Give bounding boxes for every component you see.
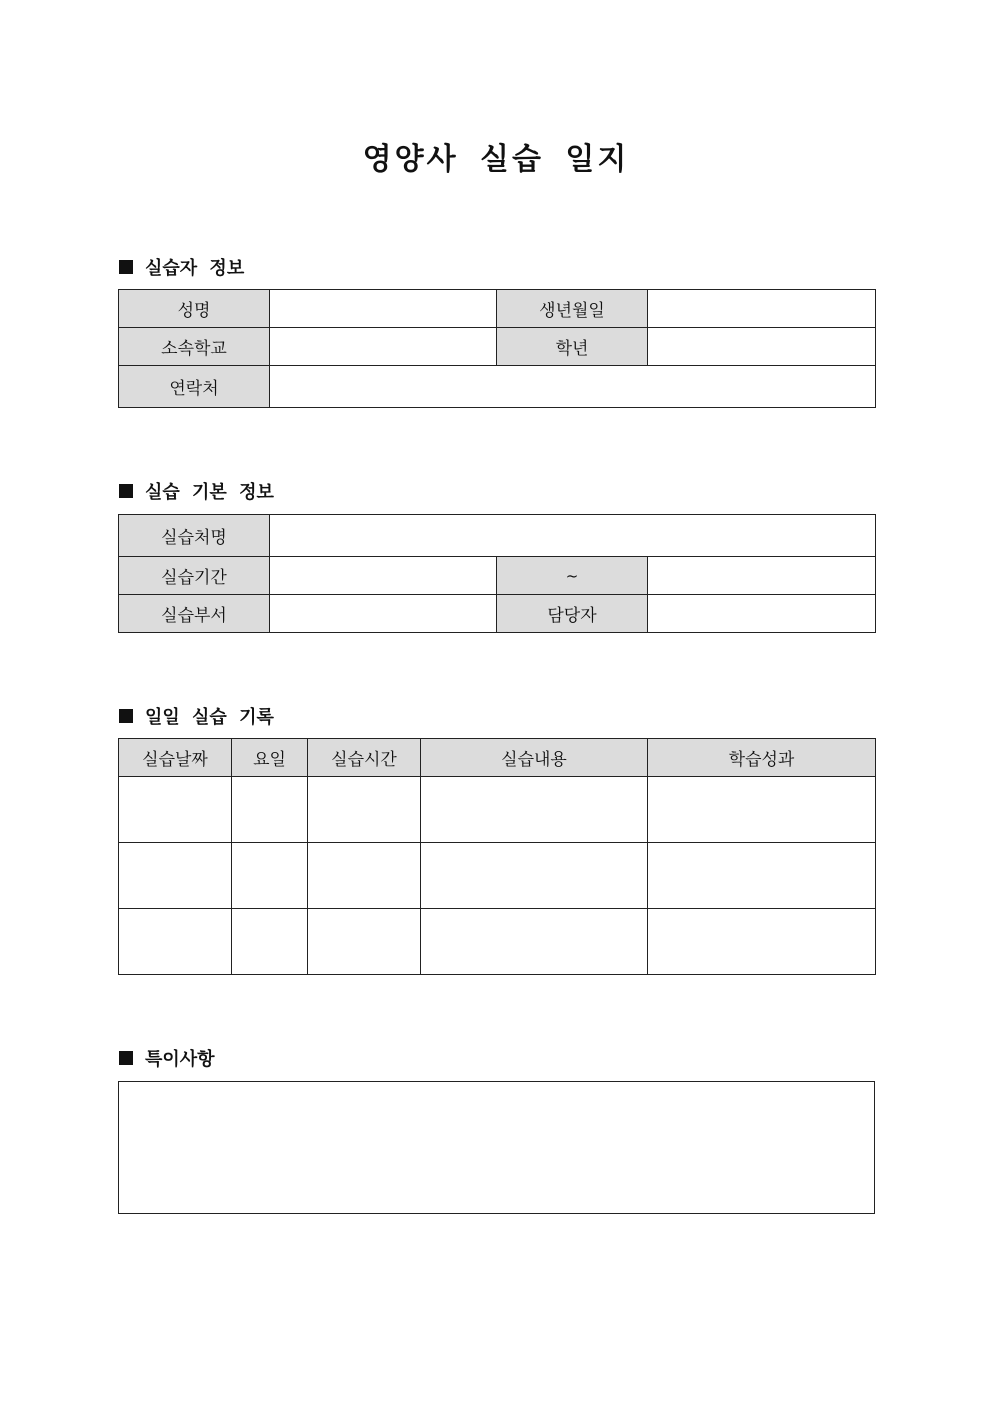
basic-info-table [118, 514, 876, 633]
name-label: 성명 [119, 290, 270, 328]
table-row [119, 557, 876, 595]
section-heading-trainee-info [119, 254, 244, 280]
column-header-weekday: 요일 [232, 739, 308, 777]
site-label: 실습처명 [119, 515, 270, 557]
section-heading-basic-info [119, 478, 274, 504]
section-title: 특이사항 [145, 1049, 215, 1070]
time-cell[interactable] [308, 843, 421, 909]
table-row [119, 515, 876, 557]
period-separator: ~ [497, 557, 648, 595]
date-cell[interactable] [119, 843, 232, 909]
section-title: 실습자 정보 [145, 258, 245, 279]
period-end-field[interactable] [648, 557, 876, 595]
period-start-field[interactable] [270, 557, 497, 595]
supervisor-field[interactable] [648, 595, 876, 633]
table-row [119, 595, 876, 633]
section-heading-daily-record [119, 703, 274, 729]
column-header-time: 실습시간 [308, 739, 421, 777]
supervisor-label: 담당자 [497, 595, 648, 633]
square-bullet-icon [119, 260, 133, 274]
outcome-cell[interactable] [648, 909, 876, 975]
square-bullet-icon [119, 1051, 133, 1065]
table-row [119, 366, 876, 408]
column-header-outcome: 학습성과 [648, 739, 876, 777]
school-field[interactable] [270, 328, 497, 366]
name-field[interactable] [270, 290, 497, 328]
birthdate-label: 생년월일 [497, 290, 648, 328]
period-label: 실습기간 [119, 557, 270, 595]
date-cell[interactable] [119, 777, 232, 843]
department-label: 실습부서 [119, 595, 270, 633]
contact-field[interactable] [270, 366, 876, 408]
content-cell[interactable] [421, 777, 648, 843]
section-title: 일일 실습 기록 [145, 707, 274, 728]
weekday-cell[interactable] [232, 843, 308, 909]
table-row [119, 909, 876, 975]
birthdate-field[interactable] [648, 290, 876, 328]
trainee-info-table [118, 289, 876, 408]
section-heading-notes [119, 1045, 215, 1071]
department-field[interactable] [270, 595, 497, 633]
outcome-cell[interactable] [648, 777, 876, 843]
square-bullet-icon [119, 484, 133, 498]
notes-field[interactable] [118, 1081, 875, 1214]
section-title: 실습 기본 정보 [145, 482, 274, 503]
contact-label: 연락처 [119, 366, 270, 408]
daily-record-table [118, 738, 876, 975]
table-row [119, 843, 876, 909]
outcome-cell[interactable] [648, 843, 876, 909]
date-cell[interactable] [119, 909, 232, 975]
column-header-content: 실습내용 [421, 739, 648, 777]
table-header-row [119, 739, 876, 777]
column-header-date: 실습날짜 [119, 739, 232, 777]
grade-label: 학년 [497, 328, 648, 366]
square-bullet-icon [119, 709, 133, 723]
grade-field[interactable] [648, 328, 876, 366]
weekday-cell[interactable] [232, 777, 308, 843]
page-title: 영양사 실습 일지 [362, 142, 630, 177]
site-field[interactable] [270, 515, 876, 557]
table-row [119, 328, 876, 366]
content-cell[interactable] [421, 909, 648, 975]
table-row [119, 290, 876, 328]
table-row [119, 777, 876, 843]
weekday-cell[interactable] [232, 909, 308, 975]
time-cell[interactable] [308, 909, 421, 975]
content-cell[interactable] [421, 843, 648, 909]
school-label: 소속학교 [119, 328, 270, 366]
time-cell[interactable] [308, 777, 421, 843]
